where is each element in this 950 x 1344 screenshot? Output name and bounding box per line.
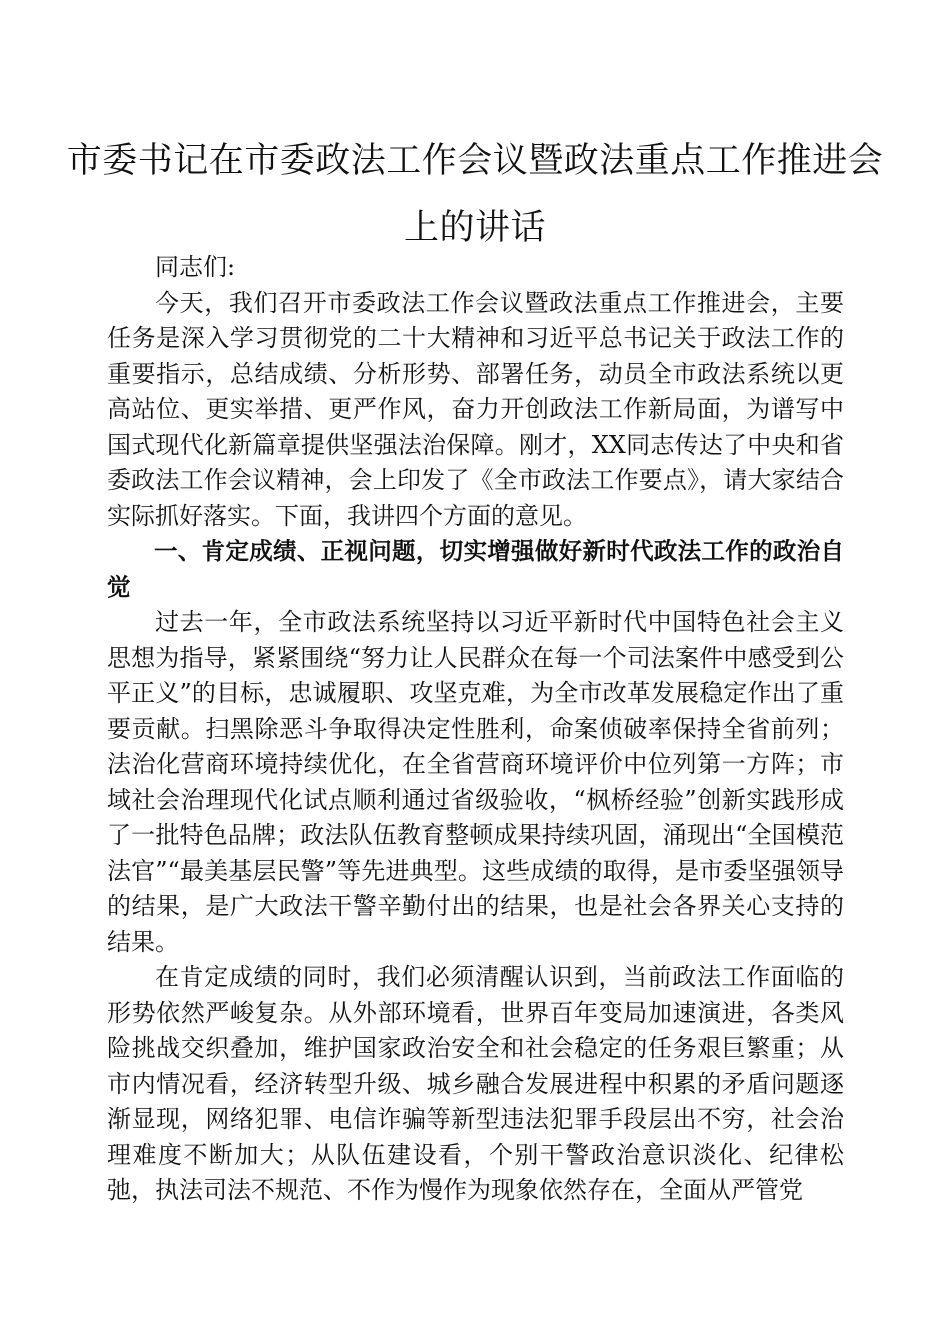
body-paragraph: 在肯定成绩的同时，我们必须清醒认识到，当前政法工作面临的形势依然严峻复杂。从外部环境看，世界百年变局加速演进，各类风险挑战交织叠加，维护国家政治安全和社会稳定的任务艰巨繁重；从市内情况看，经济转型升级、城乡融合发展进程中积累的矛盾问题逐渐显现，网络犯罪、电信诈骗等新型违法犯罪手段层出不穷，社会治理难度不断加大；从队伍建设看，个别干警政治意识淡化、纪律松弛，执法司法不规范、不作为慢作为现象依然存在，全面从严管党 xyxy=(107,963,844,1204)
salutation: 同志们: xyxy=(155,253,236,281)
section-heading-1: 一、肯定成绩、正视问题，切实增强做好新时代政法工作的政治自觉 xyxy=(107,537,844,601)
intro-paragraph: 今天，我们召开市委政法工作会议暨政法重点工作推进会，主要任务是深入学习贯彻党的二十大精神和习近平总书记关于政法工作的重要指示，总结成绩、分析形势、部署任务，动员全市政法系统以更高站位、更实举措、更严作风，奋力开创政法工作新局面，为谱写中国式现代化新篇章提供坚强法治保障。刚才，XX同志传达了中央和省委政法工作会议精神，会上印发了《全市政法工作要点》，请大家结合实际抓好落实。下面，我讲四个方面的意见。 xyxy=(107,288,844,530)
document-body xyxy=(107,250,844,1209)
body-paragraph: 过去一年，全市政法系统坚持以习近平新时代中国特色社会主义思想为指导，紧紧围绕“努力让人民群众在每一个司法案件中感受到公平正义”的目标，忠诚履职、攻坚克难，为全市改革发展稳定作出了重要贡献。扫黑除恶斗争取得决定性胜利，命案侦破率保持全省前列；法治化营商环境持续优化，在全省营商环境评价中位列第一方阵；市域社会治理现代化试点顺利通过省级验收，“枫桥经验”创新实践形成了一批特色品牌；政法队伍教育整顿成果持续巩固，涌现出“全国模范法官”“最美基层民警”等先进典型。这些成绩的取得，是市委坚强领导的结果，是广大政法干警辛勤付出的结果，也是社会各界关心支持的结果。 xyxy=(107,608,844,956)
document-title: 市委书记在市委政法工作会议暨政法重点工作推进会上的讲话 xyxy=(66,141,884,248)
